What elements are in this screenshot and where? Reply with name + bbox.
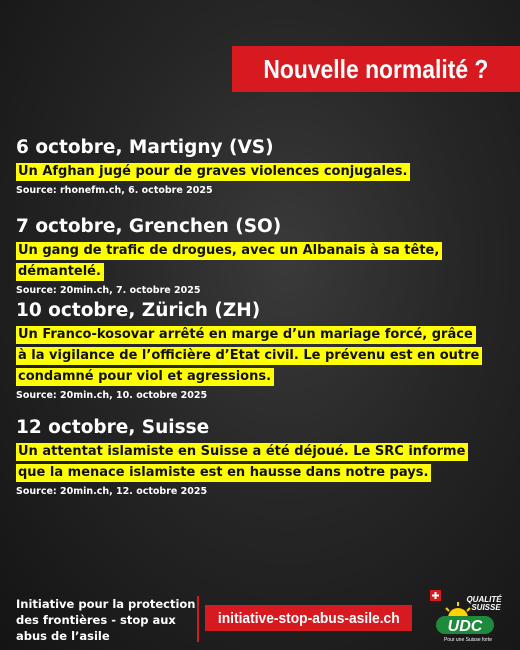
entry-heading: 6 octobre, Martigny (VS) (16, 137, 274, 158)
logo-tagline: Pour une Suisse forte (443, 637, 493, 643)
swiss-flag-icon (430, 590, 441, 601)
entry-source: Source: 20min.ch, 10. octobre 2025 (16, 390, 208, 401)
initiative-text: Initiative pour la protection des frontières - stop aux abus de l’asile (16, 597, 196, 643)
entry-source: Source: 20min.ch, 7. octobre 2025 (16, 285, 201, 296)
entry-body (16, 161, 506, 182)
logo-name: UDC (447, 618, 483, 635)
footer-divider (197, 596, 199, 642)
entry-body-text: Un attentat islamiste en Suisse a été déjoué. Le SRC informe que la menace islamiste est en hausse dans notre pays. (16, 443, 468, 482)
initiative-url[interactable]: initiative-stop-abus-asile.ch (217, 609, 400, 627)
entry-source: Source: 20min.ch, 12. octobre 2025 (16, 486, 208, 497)
news-entry (16, 417, 506, 497)
entry-heading: 12 octobre, Suisse (16, 417, 210, 438)
entry-body-text: Un gang de trafic de drogues, avec un Albanais à sa tête, démantelé. (16, 242, 442, 281)
udc-logo (428, 588, 508, 644)
title-banner (232, 46, 520, 92)
logo-badge-line2: SUISSE (471, 603, 501, 612)
entry-body (16, 240, 506, 282)
entry-body-text: Un Franco-kosovar arrêté en marge d’un mariage forcé, grâce à la vigilance de l’officière d’Etat civil. Le prévenu est en outre condamné pour viol et agressions. (16, 326, 482, 386)
news-entry (16, 216, 506, 296)
entry-heading: 7 octobre, Grenchen (SO) (16, 216, 282, 237)
news-entry (16, 300, 506, 401)
entry-source: Source: rhonefm.ch, 6. octobre 2025 (16, 185, 213, 196)
logo-badge-line1: QUALITÉ (466, 595, 502, 604)
page-title: Nouvelle normalité ? (263, 53, 489, 84)
entry-heading: 10 octobre, Zürich (ZH) (16, 300, 261, 321)
entry-body (16, 441, 486, 483)
initiative-url-button[interactable] (205, 605, 412, 631)
news-entry (16, 137, 506, 196)
entry-body-text: Un Afghan jugé pour de graves violences conjugales. (16, 163, 410, 181)
entry-body (16, 324, 486, 387)
